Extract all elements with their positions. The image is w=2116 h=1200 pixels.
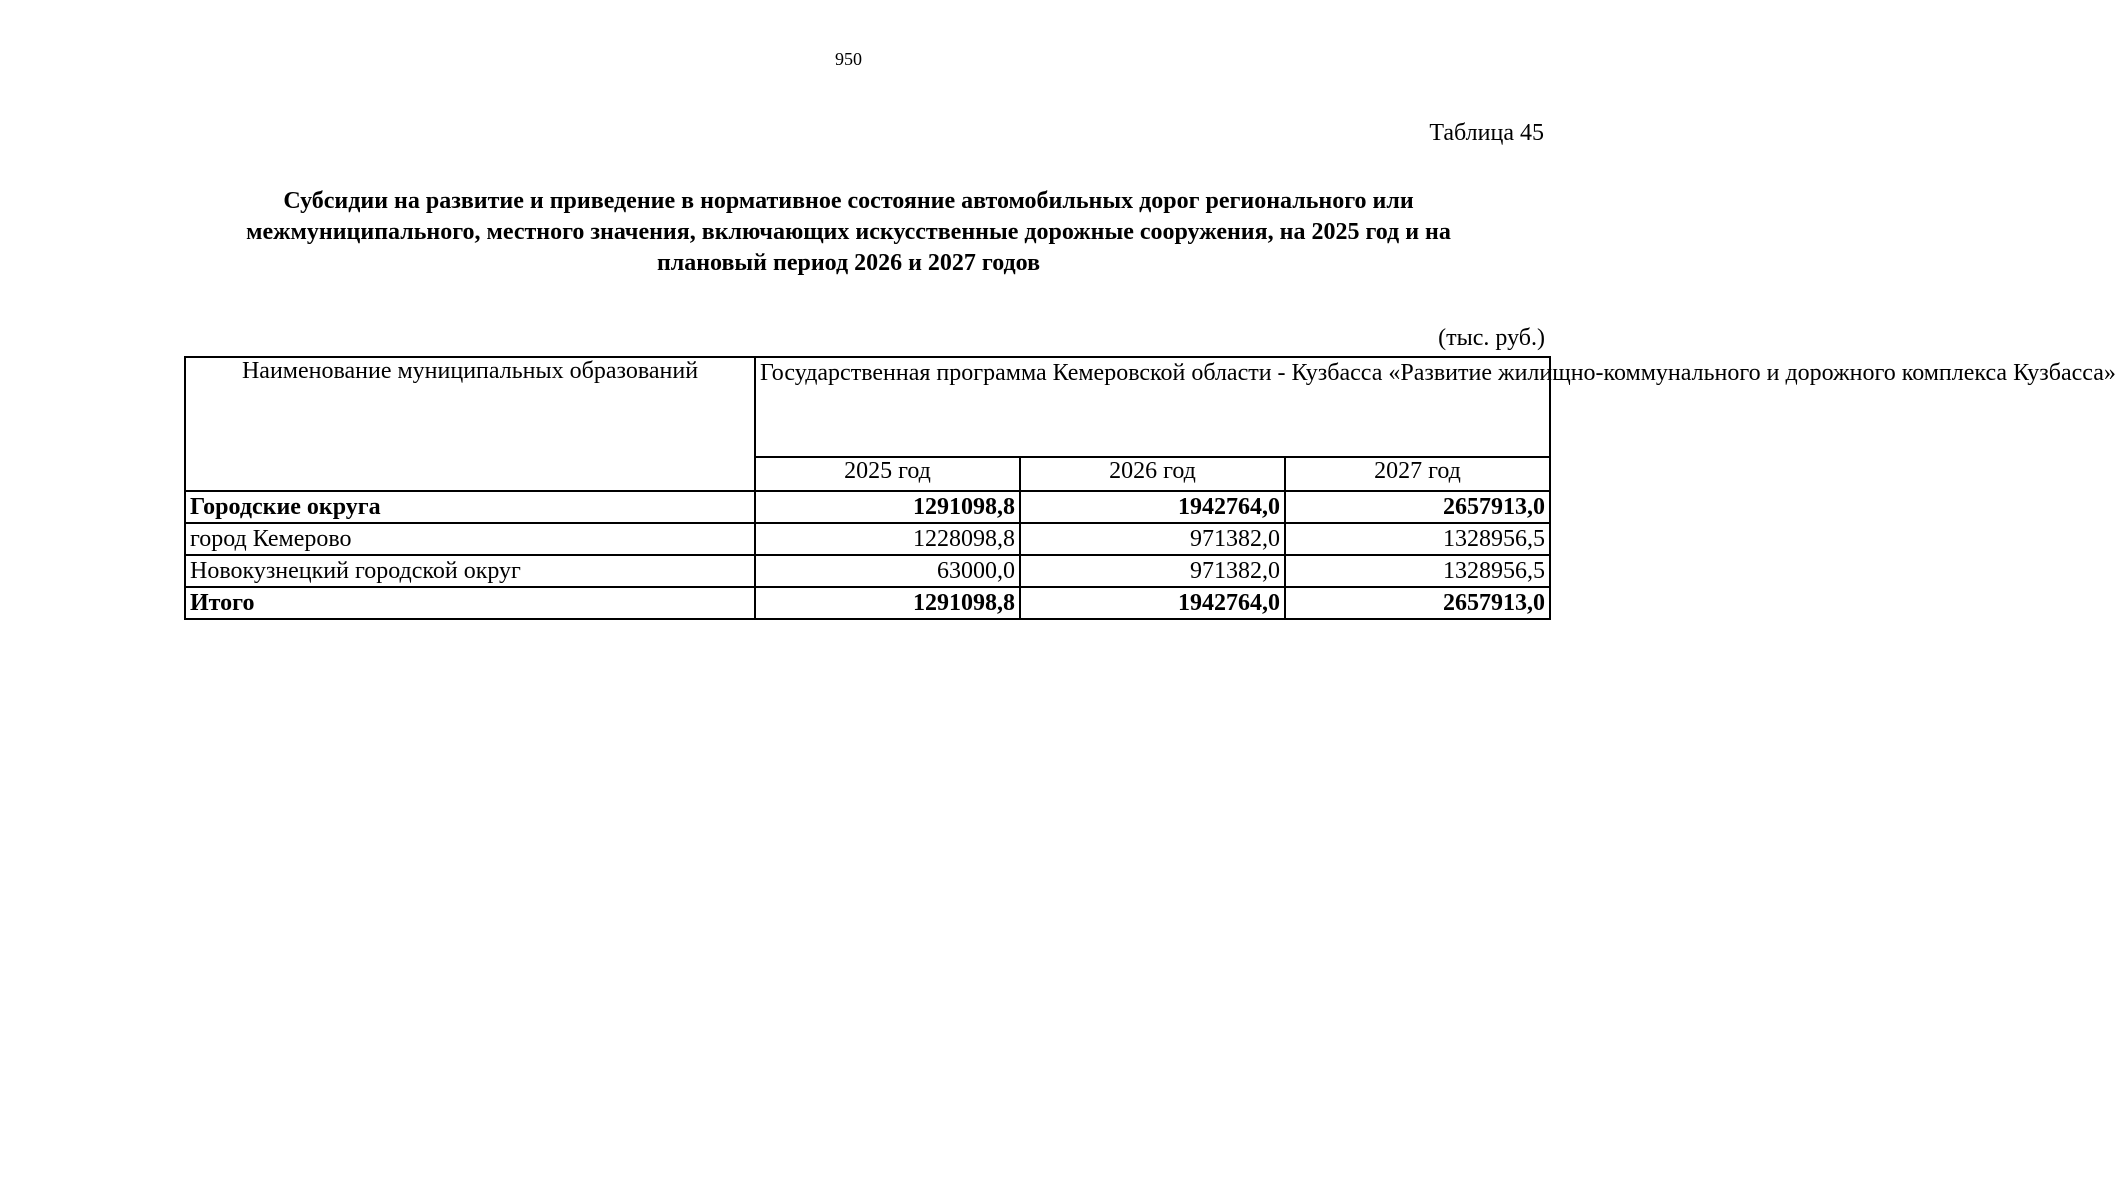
table-row-novokuznetsk	[185, 555, 1550, 587]
header-program: Государственная программа Кемеровской области - Кузбасса «Развитие жилищно-коммунального и дорожного комплекса Кузбасса»	[755, 357, 1550, 457]
cell-2027: 2657913,0	[1285, 587, 1550, 619]
cell-2026: 971382,0	[1020, 555, 1285, 587]
row-name: Новокузнецкий городской округ	[185, 555, 755, 587]
header-municipality-name: Наименование муниципальных образований	[185, 357, 755, 491]
cell-2027: 1328956,5	[1285, 523, 1550, 555]
header-year-2027: 2027 год	[1285, 457, 1550, 491]
cell-2027: 2657913,0	[1285, 491, 1550, 523]
cell-2025: 63000,0	[755, 555, 1020, 587]
cell-2025: 1228098,8	[755, 523, 1020, 555]
header-year-2026: 2026 год	[1020, 457, 1285, 491]
units-label: (тыс. руб.)	[1438, 325, 1545, 351]
header-row	[185, 357, 1550, 457]
table-row-urban-districts	[185, 491, 1550, 523]
row-name: Городские округа	[185, 491, 755, 523]
cell-2026: 1942764,0	[1020, 491, 1285, 523]
cell-2025: 1291098,8	[755, 491, 1020, 523]
document-title: Субсидии на развитие и приведение в нормативное состояние автомобильных дорог регионального или межмуниципального, местного значения, включающих искусственные дорожные сооружения, на 2025 год и на плановый период 2026 и 2027 годов	[246, 188, 1451, 276]
header-year-2025: 2025 год	[755, 457, 1020, 491]
row-name: город Кемерово	[185, 523, 755, 555]
table-label: Таблица 45	[1429, 120, 1544, 146]
cell-2026: 1942764,0	[1020, 587, 1285, 619]
table-row-kemerovo	[185, 523, 1550, 555]
page-number: 950	[835, 49, 862, 69]
cell-2027: 1328956,5	[1285, 555, 1550, 587]
subsidies-table	[184, 356, 2116, 620]
table-body	[185, 491, 1550, 619]
cell-2026: 971382,0	[1020, 523, 1285, 555]
table-row-total	[185, 587, 1550, 619]
table-header	[185, 357, 2116, 491]
cell-2025: 1291098,8	[755, 587, 1020, 619]
row-name: Итого	[185, 587, 755, 619]
